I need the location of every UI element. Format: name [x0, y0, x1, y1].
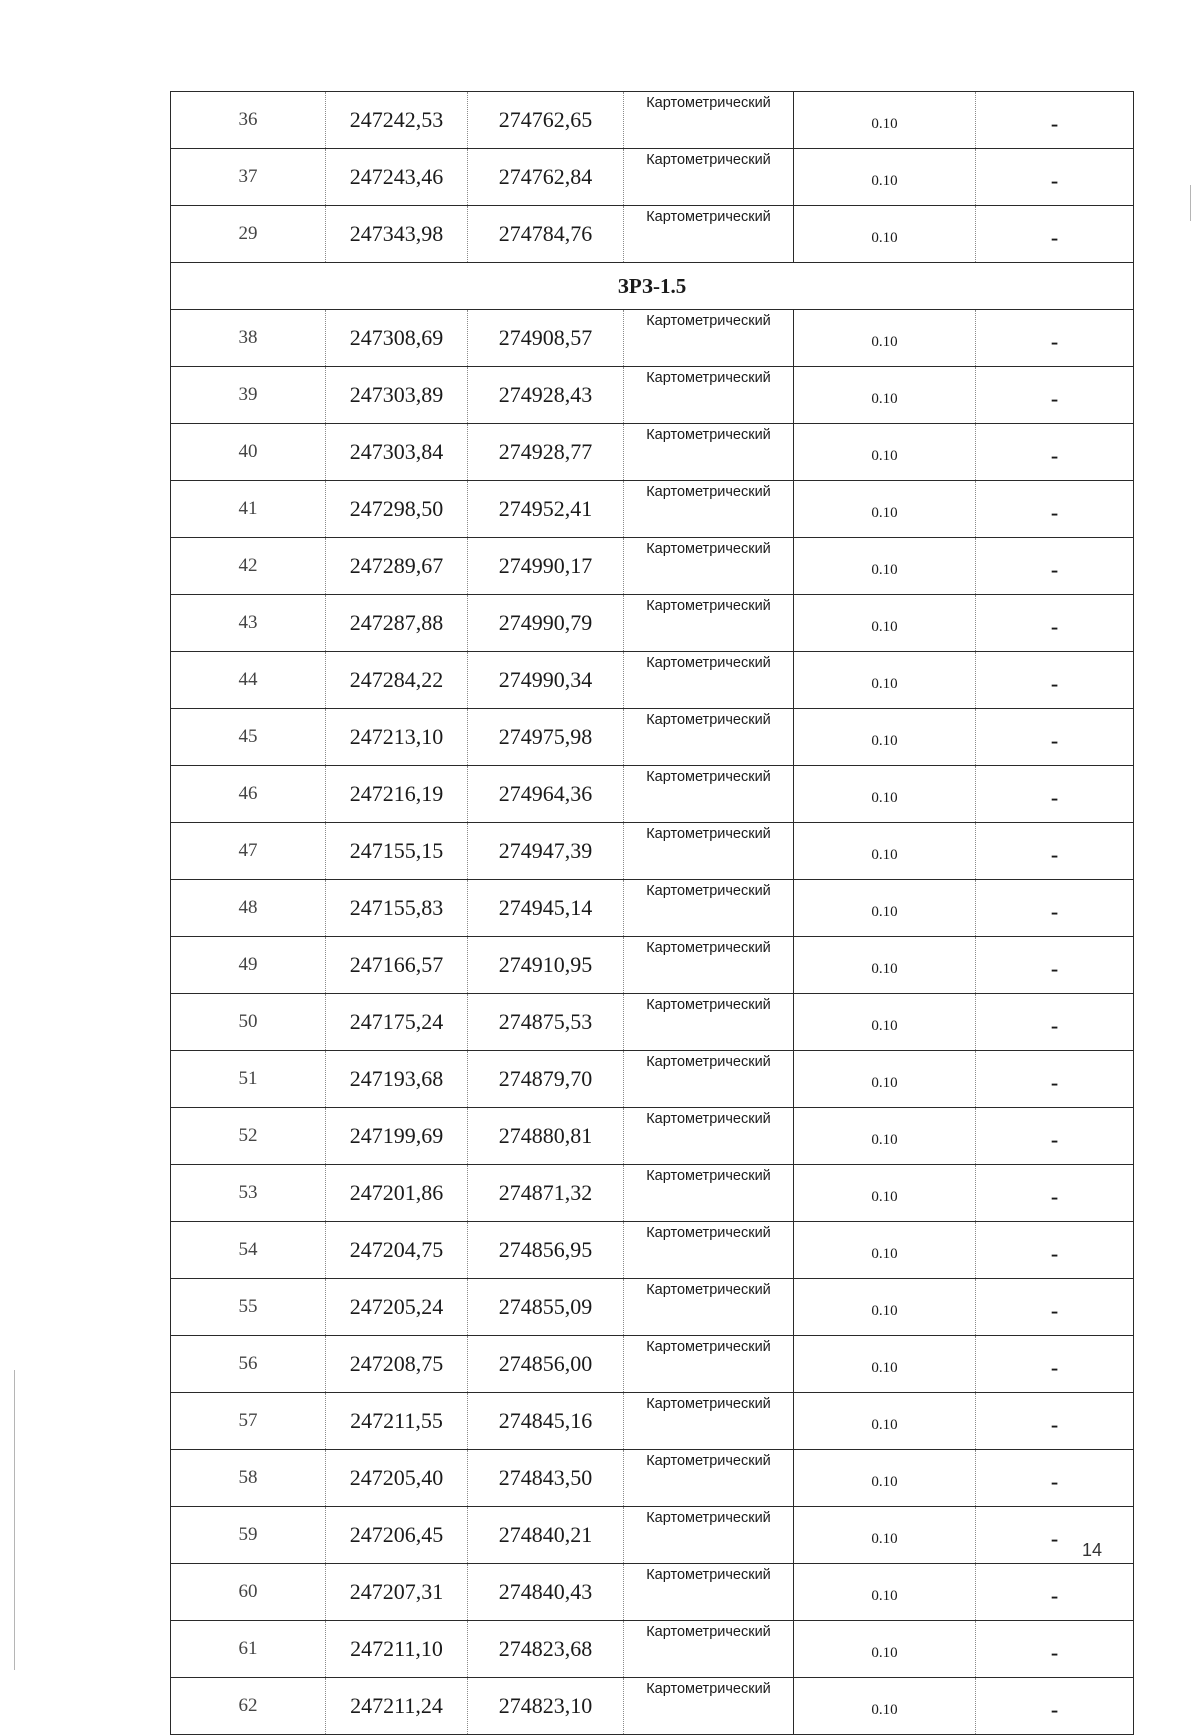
point-number-cell: 57 [171, 1393, 326, 1450]
y-coordinate-cell: 274840,43 [468, 1564, 624, 1621]
method-cell: Картометрический [624, 206, 794, 263]
section-row [171, 263, 1134, 310]
y-coordinate-cell: 274840,21 [468, 1507, 624, 1564]
precision-cell: 0.10 [794, 92, 976, 149]
point-number-cell: 40 [171, 424, 326, 481]
note-cell: - [976, 206, 1134, 263]
method-cell: Картометрический [624, 880, 794, 937]
table-row [171, 1336, 1134, 1393]
y-coordinate-cell: 274975,98 [468, 709, 624, 766]
point-number-cell: 39 [171, 367, 326, 424]
point-number-cell: 50 [171, 994, 326, 1051]
precision-cell: 0.10 [794, 823, 976, 880]
y-coordinate-cell: 274856,00 [468, 1336, 624, 1393]
method-cell: Картометрический [624, 538, 794, 595]
table-row [171, 1108, 1134, 1165]
precision-cell: 0.10 [794, 538, 976, 595]
y-coordinate-cell: 274910,95 [468, 937, 624, 994]
note-cell: - [976, 1336, 1134, 1393]
y-coordinate-cell: 274908,57 [468, 310, 624, 367]
table-row [171, 1678, 1134, 1735]
x-coordinate-cell: 247343,98 [326, 206, 468, 263]
point-number-cell: 42 [171, 538, 326, 595]
point-number-cell: 43 [171, 595, 326, 652]
table-row [171, 1051, 1134, 1108]
point-number-cell: 51 [171, 1051, 326, 1108]
point-number-cell: 38 [171, 310, 326, 367]
y-coordinate-cell: 274964,36 [468, 766, 624, 823]
precision-cell: 0.10 [794, 937, 976, 994]
table-row [171, 538, 1134, 595]
method-cell: Картометрический [624, 823, 794, 880]
y-coordinate-cell: 274952,41 [468, 481, 624, 538]
y-coordinate-cell: 274947,39 [468, 823, 624, 880]
method-cell: Картометрический [624, 1336, 794, 1393]
table-row [171, 766, 1134, 823]
table-row [171, 1564, 1134, 1621]
precision-cell: 0.10 [794, 1108, 976, 1165]
note-cell: - [976, 1564, 1134, 1621]
method-cell: Картометрический [624, 1165, 794, 1222]
method-cell: Картометрический [624, 1507, 794, 1564]
note-cell: - [976, 994, 1134, 1051]
method-cell: Картометрический [624, 1108, 794, 1165]
precision-cell: 0.10 [794, 994, 976, 1051]
y-coordinate-cell: 274945,14 [468, 880, 624, 937]
precision-cell: 0.10 [794, 766, 976, 823]
precision-cell: 0.10 [794, 880, 976, 937]
point-number-cell: 47 [171, 823, 326, 880]
x-coordinate-cell: 247207,31 [326, 1564, 468, 1621]
table-row [171, 937, 1134, 994]
note-cell: - [976, 823, 1134, 880]
point-number-cell: 37 [171, 149, 326, 206]
precision-cell: 0.10 [794, 1393, 976, 1450]
precision-cell: 0.10 [794, 595, 976, 652]
y-coordinate-cell: 274875,53 [468, 994, 624, 1051]
note-cell: - [976, 310, 1134, 367]
x-coordinate-cell: 247208,75 [326, 1336, 468, 1393]
table-row [171, 206, 1134, 263]
note-cell: - [976, 937, 1134, 994]
point-number-cell: 60 [171, 1564, 326, 1621]
x-coordinate-cell: 247206,45 [326, 1507, 468, 1564]
method-cell: Картометрический [624, 1450, 794, 1507]
point-number-cell: 61 [171, 1621, 326, 1678]
point-number-cell: 53 [171, 1165, 326, 1222]
point-number-cell: 55 [171, 1279, 326, 1336]
precision-cell: 0.10 [794, 367, 976, 424]
point-number-cell: 58 [171, 1450, 326, 1507]
method-cell: Картометрический [624, 481, 794, 538]
table-row [171, 92, 1134, 149]
method-cell: Картометрический [624, 1678, 794, 1735]
note-cell: - [976, 538, 1134, 595]
y-coordinate-cell: 274990,79 [468, 595, 624, 652]
note-cell: - [976, 652, 1134, 709]
x-coordinate-cell: 247211,24 [326, 1678, 468, 1735]
x-coordinate-cell: 247211,55 [326, 1393, 468, 1450]
table-row [171, 1165, 1134, 1222]
note-cell: - [976, 880, 1134, 937]
x-coordinate-cell: 247155,83 [326, 880, 468, 937]
point-number-cell: 56 [171, 1336, 326, 1393]
y-coordinate-cell: 274855,09 [468, 1279, 624, 1336]
y-coordinate-cell: 274871,32 [468, 1165, 624, 1222]
section-title: ЗРЗ-1.5 [171, 263, 1134, 310]
x-coordinate-cell: 247193,68 [326, 1051, 468, 1108]
x-coordinate-cell: 247204,75 [326, 1222, 468, 1279]
point-number-cell: 45 [171, 709, 326, 766]
x-coordinate-cell: 247213,10 [326, 709, 468, 766]
y-coordinate-cell: 274880,81 [468, 1108, 624, 1165]
note-cell: - [976, 149, 1134, 206]
precision-cell: 0.10 [794, 481, 976, 538]
x-coordinate-cell: 247201,86 [326, 1165, 468, 1222]
precision-cell: 0.10 [794, 1507, 976, 1564]
note-cell: - [976, 1108, 1134, 1165]
note-cell: - [976, 1393, 1134, 1450]
point-number-cell: 41 [171, 481, 326, 538]
x-coordinate-cell: 247155,15 [326, 823, 468, 880]
note-cell: - [976, 1621, 1134, 1678]
point-number-cell: 36 [171, 92, 326, 149]
table-row [171, 1279, 1134, 1336]
precision-cell: 0.10 [794, 1564, 976, 1621]
point-number-cell: 49 [171, 937, 326, 994]
point-number-cell: 54 [171, 1222, 326, 1279]
precision-cell: 0.10 [794, 424, 976, 481]
y-coordinate-cell: 274762,65 [468, 92, 624, 149]
method-cell: Картометрический [624, 310, 794, 367]
table-row [171, 709, 1134, 766]
precision-cell: 0.10 [794, 1621, 976, 1678]
note-cell: - [976, 709, 1134, 766]
table-row [171, 149, 1134, 206]
x-coordinate-cell: 247289,67 [326, 538, 468, 595]
note-cell: - [976, 1450, 1134, 1507]
precision-cell: 0.10 [794, 1678, 976, 1735]
method-cell: Картометрический [624, 1564, 794, 1621]
precision-cell: 0.10 [794, 1336, 976, 1393]
table-row [171, 1450, 1134, 1507]
coordinates-table [170, 91, 1134, 1735]
method-cell: Картометрический [624, 1222, 794, 1279]
point-number-cell: 59 [171, 1507, 326, 1564]
note-cell: - [976, 481, 1134, 538]
table-row [171, 1507, 1134, 1564]
method-cell: Картометрический [624, 1279, 794, 1336]
table-row [171, 310, 1134, 367]
precision-cell: 0.10 [794, 652, 976, 709]
method-cell: Картометрический [624, 652, 794, 709]
point-number-cell: 52 [171, 1108, 326, 1165]
x-coordinate-cell: 247205,40 [326, 1450, 468, 1507]
method-cell: Картометрический [624, 937, 794, 994]
note-cell: - [976, 1051, 1134, 1108]
note-cell: - [976, 1165, 1134, 1222]
x-coordinate-cell: 247199,69 [326, 1108, 468, 1165]
method-cell: Картометрический [624, 424, 794, 481]
x-coordinate-cell: 247175,24 [326, 994, 468, 1051]
y-coordinate-cell: 274990,34 [468, 652, 624, 709]
x-coordinate-cell: 247308,69 [326, 310, 468, 367]
method-cell: Картометрический [624, 595, 794, 652]
point-number-cell: 46 [171, 766, 326, 823]
y-coordinate-cell: 274856,95 [468, 1222, 624, 1279]
precision-cell: 0.10 [794, 206, 976, 263]
y-coordinate-cell: 274879,70 [468, 1051, 624, 1108]
note-cell: - [976, 766, 1134, 823]
x-coordinate-cell: 247298,50 [326, 481, 468, 538]
x-coordinate-cell: 247303,89 [326, 367, 468, 424]
precision-cell: 0.10 [794, 1222, 976, 1279]
x-coordinate-cell: 247205,24 [326, 1279, 468, 1336]
x-coordinate-cell: 247243,46 [326, 149, 468, 206]
method-cell: Картометрический [624, 367, 794, 424]
method-cell: Картометрический [624, 709, 794, 766]
note-cell: - [976, 92, 1134, 149]
table-row [171, 595, 1134, 652]
method-cell: Картометрический [624, 766, 794, 823]
method-cell: Картометрический [624, 1621, 794, 1678]
y-coordinate-cell: 274823,10 [468, 1678, 624, 1735]
note-cell: - [976, 1507, 1134, 1564]
y-coordinate-cell: 274823,68 [468, 1621, 624, 1678]
x-coordinate-cell: 247303,84 [326, 424, 468, 481]
table-row [171, 823, 1134, 880]
table-row [171, 481, 1134, 538]
x-coordinate-cell: 247287,88 [326, 595, 468, 652]
y-coordinate-cell: 274762,84 [468, 149, 624, 206]
table-row [171, 1222, 1134, 1279]
note-cell: - [976, 1222, 1134, 1279]
note-cell: - [976, 595, 1134, 652]
note-cell: - [976, 1678, 1134, 1735]
y-coordinate-cell: 274928,77 [468, 424, 624, 481]
x-coordinate-cell: 247284,22 [326, 652, 468, 709]
x-coordinate-cell: 247211,10 [326, 1621, 468, 1678]
table-row [171, 1621, 1134, 1678]
method-cell: Картометрический [624, 994, 794, 1051]
method-cell: Картометрический [624, 1051, 794, 1108]
y-coordinate-cell: 274845,16 [468, 1393, 624, 1450]
table-row [171, 1393, 1134, 1450]
page-number: 14 [1082, 1540, 1103, 1560]
scan-margin-line [14, 1370, 15, 1670]
precision-cell: 0.10 [794, 1165, 976, 1222]
table-row [171, 880, 1134, 937]
note-cell: - [976, 424, 1134, 481]
method-cell: Картометрический [624, 92, 794, 149]
precision-cell: 0.10 [794, 149, 976, 206]
method-cell: Картометрический [624, 1393, 794, 1450]
table-row [171, 424, 1134, 481]
x-coordinate-cell: 247216,19 [326, 766, 468, 823]
precision-cell: 0.10 [794, 709, 976, 766]
y-coordinate-cell: 274928,43 [468, 367, 624, 424]
point-number-cell: 62 [171, 1678, 326, 1735]
table-row [171, 994, 1134, 1051]
point-number-cell: 29 [171, 206, 326, 263]
method-cell: Картометрический [624, 149, 794, 206]
table-row [171, 652, 1134, 709]
precision-cell: 0.10 [794, 310, 976, 367]
scan-margin-line [1190, 185, 1191, 221]
note-cell: - [976, 367, 1134, 424]
y-coordinate-cell: 274843,50 [468, 1450, 624, 1507]
point-number-cell: 44 [171, 652, 326, 709]
point-number-cell: 48 [171, 880, 326, 937]
x-coordinate-cell: 247166,57 [326, 937, 468, 994]
x-coordinate-cell: 247242,53 [326, 92, 468, 149]
table-row [171, 367, 1134, 424]
y-coordinate-cell: 274990,17 [468, 538, 624, 595]
precision-cell: 0.10 [794, 1279, 976, 1336]
precision-cell: 0.10 [794, 1450, 976, 1507]
precision-cell: 0.10 [794, 1051, 976, 1108]
coordinates-table-body [171, 92, 1134, 1735]
y-coordinate-cell: 274784,76 [468, 206, 624, 263]
note-cell: - [976, 1279, 1134, 1336]
